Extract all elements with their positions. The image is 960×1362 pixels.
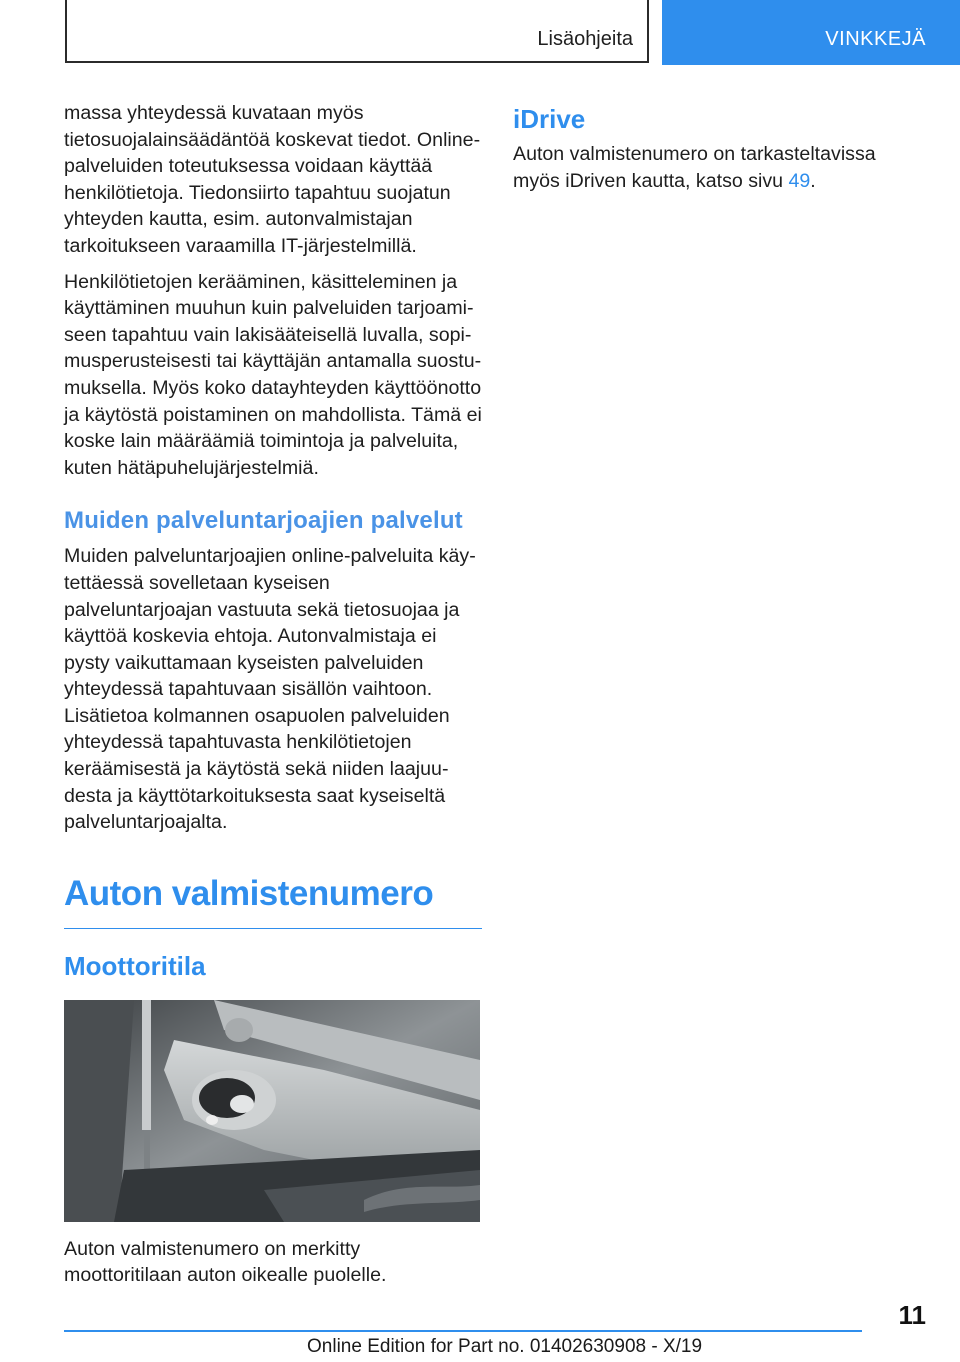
header-section-box: [65, 0, 649, 63]
paragraph-idrive: [513, 141, 925, 194]
right-column: [513, 100, 925, 203]
heading-engine-compartment: Moottoritila: [64, 950, 206, 981]
header-chapter-tab[interactable]: [662, 0, 960, 65]
paragraph-privacy-2: Henkilötietojen kerääminen, käsitteleminen ja käyttäminen muuhun kuin palveluiden tarjoamiseen tapahtuu vain lakisääteisellä luvalla, sopimusperusteisesti tai käyttäjän antamalla suostumuksella. Myös koko datayhteyden käyttöönotto ja käytöstä poistaminen on mahdollista. Tämä ei koske lain määräämiä toimintoja ja palveluita, kuten hätäpuhelujärjestelmiä.: [64, 270, 482, 479]
idrive-text: Auton valmistenumero on tarkasteltavissa myös iDriven kautta, katso sivu: [513, 143, 876, 192]
heading-idrive: iDrive: [513, 104, 586, 134]
page-link[interactable]: 49: [788, 169, 811, 192]
page-number: 11: [898, 1300, 926, 1330]
idrive-text-end: .: [810, 169, 816, 192]
engine-compartment-photo: [64, 1000, 480, 1222]
paragraph-privacy-1: massa yhteydessä kuvataan myös tietosuojalainsäädäntöä koskevat tiedot. Online-palveluiden toteutuksessa voidaan käyttää henkilötietoja. Tiedonsiirto tapahtuu suojatun yhteyden kautta, esim. autonvalmistajan tarkoitukseen varaamilla IT-järjestelmillä.: [64, 102, 481, 257]
left-column: [64, 100, 482, 1298]
photo-caption: Auton valmistenumero on merkitty moottoritilaan auton oikealle puolelle.: [64, 1237, 387, 1287]
header-chapter-title: VINKKEJÄ: [825, 28, 926, 50]
heading-vehicle-id-number: Auton valmistenumero: [64, 874, 482, 929]
header-section-title: Lisäohjeita: [537, 28, 633, 50]
heading-third-party-services: Muiden palveluntarjoajien palvelut: [64, 507, 463, 535]
paragraph-third-party: Muiden palveluntarjoajien online-palveluita käytettäessä sovelletaan kyseisen palveluntarjoajan vastuuta sekä tietosuojaa ja käyttöä koskevia ehtoja. Autonvalmistaja ei pysty vaikuttamaan kyseisten palveluiden yhteydessä tapahtuvaan sisällön vaihtoon. Lisätietoa kolmannen osapuolen palveluiden yhteydessä tapahtuvasta henkilötietojen keräämisestä ja käytöstä sekä niiden laajuudesta ja käyttötarkoituksesta saat kyseiseltä palveluntarjoajalta.: [64, 545, 476, 834]
footer-edition: Online Edition for Part no. 01402630908 - X/19: [307, 1336, 703, 1357]
footer-divider: [64, 1330, 862, 1332]
